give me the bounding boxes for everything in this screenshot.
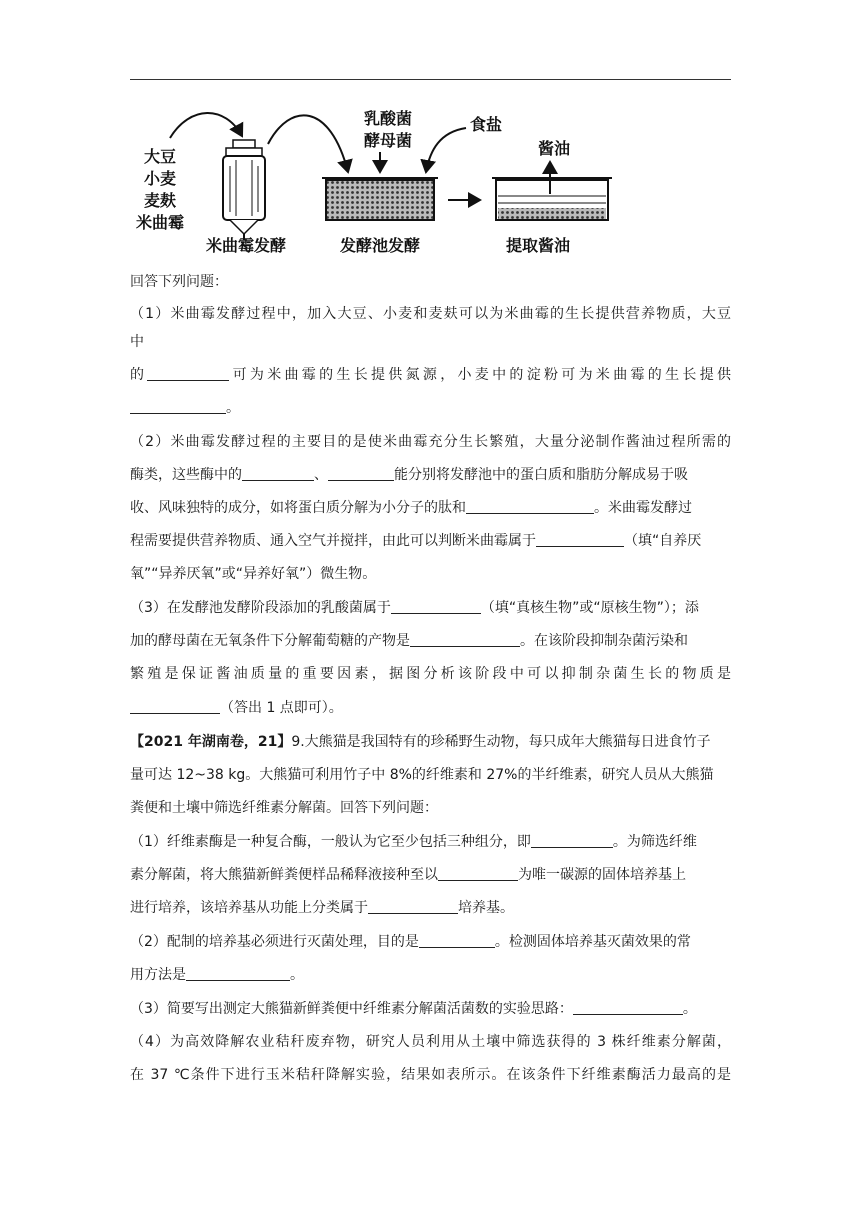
answer-blank[interactable] [368,899,458,914]
q8-p2-line4: 程需要提供营养物质、通入空气并搅拌，由此可以判断米曲霉属于 （填“自养厌 [130,533,702,549]
answer-blank[interactable] [130,699,220,714]
answer-blank[interactable] [328,466,394,481]
input-aspergillus: 米曲霉 [136,213,185,232]
extraction-tank [492,178,612,220]
fermentation-tank [322,178,438,220]
stage2-label: 发酵池发酵 [340,236,421,255]
answer-blank[interactable] [536,532,624,547]
q8-p3-line3: 繁殖是保证酱油质量的重要因素，据图分析该阶段中可以抑制杂菌生长的物质是 [130,666,731,682]
salt-label: 食盐 [470,115,503,134]
answer-blank[interactable] [410,632,520,647]
q8-p3-line2: 加的酵母菌在无氧条件下分解葡萄糖的产物是 。在该阶段抑制杂菌污染和 [130,633,688,649]
fermentation-vessel [223,140,265,240]
q9-p4-line1: （4）为高效降解农业秸秆废弃物，研究人员利用从土壤中筛选获得的 3 株纤维素分解菌， [130,1034,731,1050]
q9-line3: 粪便和土壤中筛选纤维素分解菌。回答下列问题： [130,800,438,816]
q9-p4-line2: 在 37 ℃条件下进行玉米秸秆降解实验，结果如表所示。在该条件下纤维素酶活力最高的是 [130,1067,731,1083]
q9-p2-line1: （2）配制的培养基必须进行灭菌处理，目的是 。检测固体培养基灭菌效果的常 [130,934,691,950]
q8-p2-line2: 酶类，这些酶中的 、 能分别将发酵池中的蛋白质和脂肪分解成易于吸 [130,467,688,483]
arrow-to-vessel [170,113,242,138]
microbe-lactic: 乳酸菌 [364,109,413,128]
header-rule [130,79,731,80]
answer-blank[interactable] [242,466,314,481]
q8-p1-line1: （1）米曲霉发酵过程中，加入大豆、小麦和麦麸可以为米曲霉的生长提供营养物质，大豆 [130,306,731,322]
microbe-yeast: 酵母菌 [364,131,413,150]
answer-blank[interactable] [419,933,495,948]
q8-p1-line2: 中 [130,334,144,350]
q9-p1-line2: 素分解菌，将大熊猫新鲜粪便样品稀释液接种至以 为唯一碳源的固体培养基上 [130,867,686,883]
q9-p1-line3: 进行培养，该培养基从功能上分类属于 培养基。 [130,900,514,916]
answer-blank[interactable] [438,866,518,881]
answer-blank[interactable] [130,399,226,414]
q8-p3-line1: （3）在发酵池发酵阶段添加的乳酸菌属于 （填“真核生物”或“原核生物”）；添 [130,600,699,616]
answer-blank[interactable] [147,366,229,381]
stage3-label: 提取酱油 [506,236,571,255]
soy-sauce-label: 酱油 [538,139,571,158]
answer-blank[interactable] [531,833,613,848]
soy-sauce-process-diagram [130,100,616,260]
stage1-label: 米曲霉发酵 [206,236,287,255]
answer-blank[interactable] [466,499,594,514]
arrow-to-tank [268,115,348,172]
q8-p3-line4: （答出 1 点即可）。 [130,698,343,718]
answer-blank[interactable] [186,966,290,981]
q9-p3-line1: （3）简要写出测定大熊猫新鲜粪便中纤维素分解菌活菌数的实验思路： 。 [130,1001,697,1017]
q9-line1: 【2021 年湖南卷，21】9.大熊猫是我国特有的珍稀野生动物，每只成年大熊猫每日进食竹子 [130,734,711,750]
input-soybean: 大豆 [144,147,177,166]
input-bran: 麦麸 [144,191,177,210]
q8-p1-line4: 。 [130,398,240,418]
arrow-salt [426,128,466,172]
answer-blank[interactable] [391,599,481,614]
answer-blank[interactable] [573,1000,683,1015]
q8-p2-line1: （2）米曲霉发酵过程的主要目的是使米曲霉充分生长繁殖，大量分泌制作酱油过程所需的 [130,434,731,450]
q8-p1-line3: 的 可为米曲霉的生长提供氮源，小麦中的淀粉可为米曲霉的生长提供 [130,367,732,383]
q9-p1-line1: （1）纤维素酶是一种复合酶，一般认为它至少包括三种组分，即 。为筛选纤维 [130,834,697,850]
q8-intro: 回答下列问题： [130,274,228,290]
q8-p2-line5: 氧”“异养厌氧”或“异养好氧”）微生物。 [130,566,377,582]
q9-line2: 量可达 12~38 kg。大熊猫可利用竹子中 8%的纤维素和 27%的半纤维素，研究人员从大熊猫 [130,767,714,783]
input-wheat: 小麦 [144,169,177,188]
q9-p2-line2: 用方法是 。 [130,967,304,983]
q8-p2-line3: 收、风味独特的成分，如将蛋白质分解为小分子的肽和 。米曲霉发酵过 [130,500,692,516]
